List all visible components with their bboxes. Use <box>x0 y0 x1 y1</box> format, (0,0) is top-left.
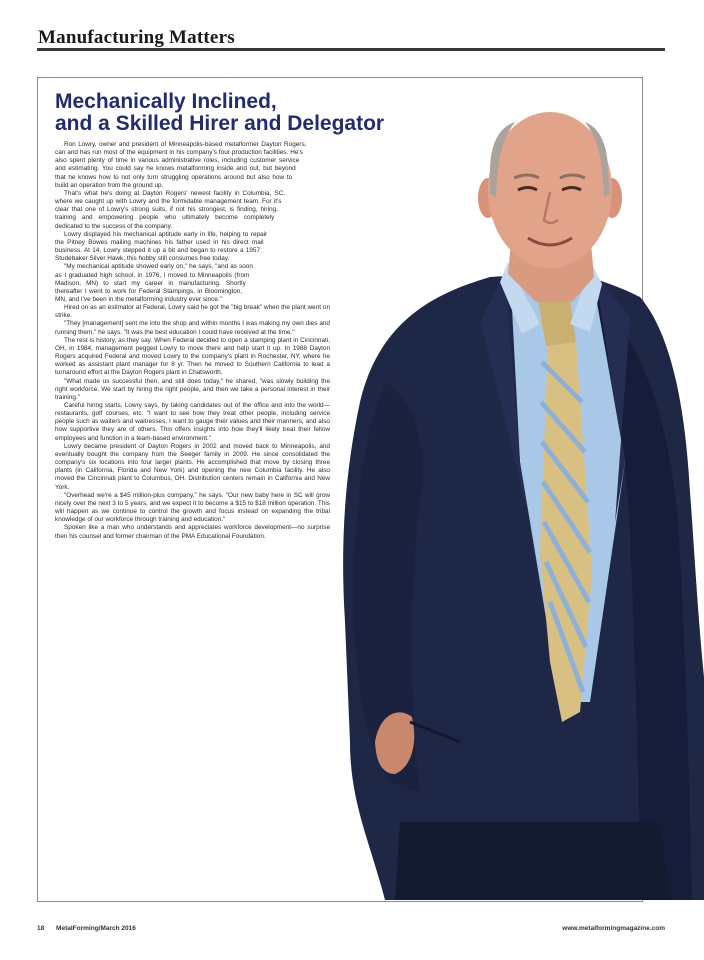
paragraph: "Overhead we're a $45 million-plus company," he says. "Our new baby here in SC will grow nicely over the next 3 to 5 years, and we expect it to become a $15 to $18 million operation. This will happen as we continue to control the growth and focus instead on expanding the tribal knowledge of our workforce through training and education." <box>55 491 330 524</box>
section-header <box>37 22 665 51</box>
paragraph: Lowry displayed his mechanical aptitude early in life, helping to repair the Pitney Bowes mailing machines his father used in his direct mail business. At 14, Lowry stepped it up a bit and began to restore a 1957 Studebaker Silver Hawk, this hobby still consumes free today. <box>55 230 268 263</box>
paragraph: Ron Lowry, owner and president of Minneapolis-based metalformer Dayton Rogers, can and has run most of the equipment in his company's four production facilities. He's also spent plenty of time in various administrative roles, including customer service and estimating. You could say he knows metalforming inside and out, but beyond that he knows how to not only turn struggling operations around but also how to build an operation from the ground up. <box>55 141 307 189</box>
footer-url[interactable]: www.metalformingmagazine.com <box>562 925 665 932</box>
section-title: Manufacturing Matters <box>38 27 235 48</box>
page-number: 18 <box>37 925 45 932</box>
paragraph: That's what he's doing at Dayton Rogers' newest facility in Columbia, SC, where we caught up with Lowry and the formidable management team. For it's clear that one of Lowry's strong suits, if not his strongest, is finding, hiring, training and empowering people who ultimately become completely dedicated to the success of the company. <box>55 189 286 230</box>
paragraph: The rest is history, as they say. When Federal decided to open a stamping plant in Cincinnati, OH, in 1984, management pegged Lowry to move there and help start it up. In 1988 Dayton Rogers acquired Federal and moved Lowry to the company's plant in Rochester, NY, where he worked as assistant plant manager for 8 yr. Then he moved to Southern California to lead a turnaround effort at the Dayton Rogers plant in Chatsworth. <box>55 336 330 377</box>
paragraph: "They [management] sent me into the shop and within months I was making my own dies and running them," he says. "It was the best education I could have received at the time." <box>55 320 330 336</box>
paragraph: "What made us successful then, and still does today," he shared, "was slowly building the right workforce. We start by hiring the right people, and then we take a personal interest in their training." <box>55 377 330 401</box>
page-footer <box>37 922 665 936</box>
headline-line-2: and a Skilled Hirer and Delegator <box>55 112 385 135</box>
paragraph: Spoken like a man who understands and appreciates workforce development—no surprise then his counsel and former chairman of the PMA Educational Foundation. <box>55 524 330 540</box>
publication-name: MetalForming/March 2016 <box>56 925 136 932</box>
headline-line-1: Mechanically Inclined, <box>55 90 277 113</box>
photo-wrap-middle <box>330 301 465 681</box>
footer-left <box>37 925 136 932</box>
article-body <box>55 141 465 891</box>
paragraph: Lowry became president of Dayton Rogers in 2002 and moved back to Minneapolis, and eventually bought the company from the Seeger family in 2009. He since consolidated the company's six locations into four larger plants. He accomplished that move by closing three plants (in California, Florida and New York) and opening the new Columbia facility. He also moved the Cincinnati plant to Columbus, OH. Distribution centers remain in California and New York. <box>55 442 330 491</box>
photo-wrap-bottom <box>360 681 465 861</box>
paragraph: Careful hiring starts, Lowry says, by taking candidates out of the office and into the world—restaurants, golf courses, etc. "I want to see how they treat other people, including service people such as waiters and waitresses. I want to gauge their values and their manners, and also how supportive they are of others. This offers insights into how they'll likely treat their fellow employees and function in a team-based environment." <box>55 402 330 442</box>
article-headline <box>55 91 485 135</box>
paragraph: "My mechanical aptitude showed early on," he says, "and as soon as I graduated high school, in 1976, I moved to Minneapolis (from Madison, MN) to start my career in manufacturing. Shortly thereafter I went to work for Federal Stampings, in Bloomington, MN, and I've been in the metalforming industry ever since." <box>55 263 253 303</box>
paragraph: Hired on as an estimator at Federal, Lowry said he got the "big break" when the plant went on strike. <box>55 304 330 320</box>
